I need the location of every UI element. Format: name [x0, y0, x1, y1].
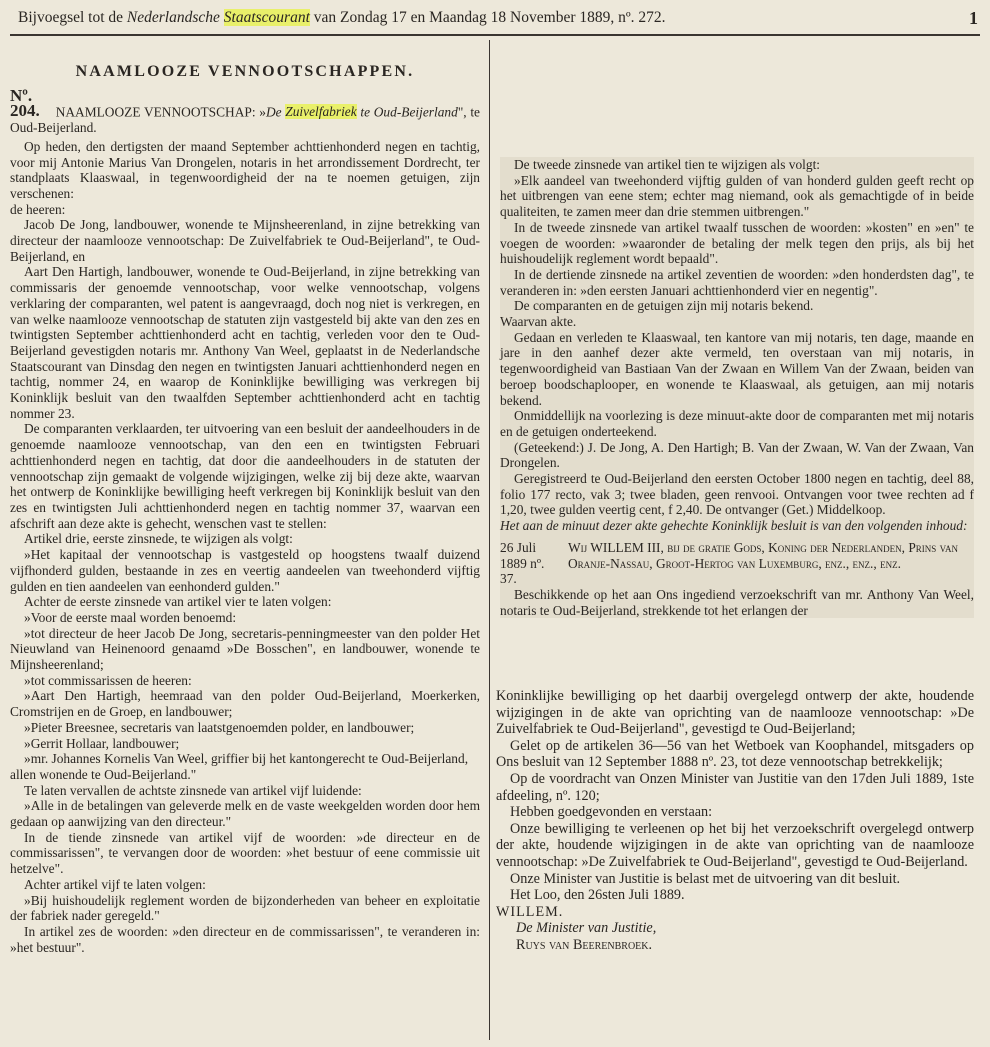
notice-number: Nº. 204. [10, 85, 40, 121]
right-paragraph: »Elk aandeel van tweehonderd vijftig gulden of van honderd gulden geeft recht op het uitbrengen van eene stem; echter mag niemand, ook als gemachtigde of in beide qualiteiten, te zamen meer dan drie stemmen uitbrengen." [500, 172, 974, 220]
right-lower-paragraph: Gelet op de artikelen 36—56 van het Wetboek van Koophandel, mitsgaders op Ons besluit van 12 September 1888 nº. 23, tot deze vennootschap betrekkelijk; [496, 737, 974, 771]
left-paragraph: »Het kapitaal der vennootschap is vastgesteld op hoogstens twaalf duizend vijfhonderd gulden, bestaande in zes en veertig aandeelen van tweehonderd vijftig gulden en tien aandeelen van eenhonderd gulden." [10, 547, 480, 594]
right-paragraph: In de tweede zinsnede van artikel twaalf tusschen de woorden: »kosten" en »en" te voegen de woorden: »waaronder de betaling der melk tegen den prijs, als bij het huishoudelijk reglement wordt bepaald". [500, 219, 974, 267]
right-inset-block [500, 157, 974, 618]
right-paragraph: De tweede zinsnede van artikel tien te wijzigen als volgt: [514, 157, 821, 172]
left-paragraph: »Alle in de betalingen van geleverde melk en de vaste weekgelden worden door hem gedaan op aanwijzing van den directeur." [10, 798, 480, 830]
right-lower-paragraph: Op de voordracht van Onzen Minister van Justitie van den 17den Juli 1889, 1ste afdeeling, nº. 120; [496, 770, 974, 804]
header-paper-name-a: Nederlandsche [126, 9, 220, 26]
page-header [18, 8, 978, 30]
left-paragraph: »tot directeur de heer Jacob De Jong, secretaris-penningmeester van den polder Het Nieuwland van Heinenoord genaamd »De Bosschen", en landbouwer, wonende te Mijnsheerenland; [10, 625, 480, 673]
right-lower-paragraph: Hebben goedgevonden en verstaan: [510, 804, 713, 821]
left-paragraph: Achter artikel vijf te laten volgen: [24, 876, 206, 892]
right-column-lower [496, 688, 974, 954]
left-paragraph: de heeren: [10, 201, 66, 217]
left-paragraph: »Gerrit Hollaar, landbouwer; [24, 735, 180, 751]
right-lower-paragraph: Koninklijke bewilliging op het daarbij overgelegd ontwerp der akte, houdende wijzigingen in de akte van oprichting van de naamlooze vennootschap: »De Zuivelfabriek te Oud-Beijerland", gevestigd te Oud-Beijerland; [496, 688, 974, 738]
right-paragraph: Onmiddellijk na voorlezing is deze minuut-akte door de comparanten met mij notaris en de getuigen onderteekend. [500, 408, 974, 439]
minister-title: De Minister van Justitie, [516, 920, 657, 937]
left-paragraph: In de tiende zinsnede van artikel vijf de woorden: »de directeur en de commissarissen", te vervangen door de woorden: »het bestuur of eene commissie uit hetzelve". [10, 829, 480, 877]
royal-decree-title: Wij WILLEM III, bij de gratie Gods, Koning der Nederlanden, Prins van Oranje-Nassau, Groot-Hertog van Luxemburg, enz., enz., enz. [568, 539, 958, 571]
left-paragraph: allen wonende te Oud-Beijerland." [10, 766, 197, 782]
left-paragraph: »Pieter Breesnee, secretaris van laatstgenoemden polder, en landbouwer; [24, 719, 415, 735]
royal-decree-date: 26 Juli 1889 nº. 37. [500, 539, 545, 587]
left-paragraph: Aart Den Hartigh, landbouwer, wonende te Oud-Beijerland, in zijne betrekking van commissaris der genoemde vennootschap, voor welke vennootschap, volgens verklaring der comparanten, wel patent is aangevraagd, doch nog niet is verkregen, en van welke naamlooze vennootschap de statuten zijn vastgesteld bij akte van den zes en twintigsten September achttienhonderd acht en tachtig, verleden voor den te Oud-Beijerland gevestigden notaris mr. Anthony Van Weel, geplaatst in de Nederlandsche Staatscourant van Dinsdag den negen en twintigsten Januari achttienhonderd negen en tachtig, nommer 24, en waarop de Koninklijke bewilliging was verkregen bij Koninklijk besluit van den twaalfden September achttienhonderd acht en tachtig nommer 23. [10, 264, 480, 421]
left-paragraph: »Aart Den Hartigh, heemraad van den polder Oud-Beijerland, Moerkerken, Cromstrijen en de Groep, en landbouwer; [10, 688, 480, 720]
notice-title-plain: NAAMLOOZE VENNOOTSCHAP: » [55, 104, 266, 120]
notice-title-it-a: De [265, 104, 282, 120]
section-heading: NAAMLOOZE VENNOOTSCHAPPEN. [75, 63, 415, 80]
right-paragraph: In de dertiende zinsnede na artikel zeventien de woorden: »den honderdsten dag", te veranderen in: »den eersten Januari achttienhonderd vier en negentig". [500, 266, 974, 298]
left-paragraph: De comparanten verklaarden, ter uitvoering van een besluit der aandeelhouders in de genoemde naamlooze vennootschap, van den een en twintigsten Februari achttienhonderd negen en tachtig, dat door die aandeelhouders in de statuten der vennootschap zijn gemaakt de volgende wijzigingen, welke zij bij deze akte, waarvan het ontwerp de Koninklijke bewilliging heeft verkregen bij Koninklijk besluit van den zes en twintigsten Juli achttienhonderd negen en tachtig nommer 37, waarvan een afschrift aan deze akte is gehecht, wenschen vast te stellen: [10, 421, 480, 531]
right-paragraph: Waarvan akte. [500, 314, 577, 330]
left-paragraph: Achter de eerste zinsnede van artikel vier te laten volgen: [24, 594, 332, 610]
header-rule [10, 34, 980, 36]
right-paragraph: Beschikkende op het aan Ons ingediend verzoekschrift van mr. Anthony Van Weel, notaris te Oud-Beijerland, strekkende tot het erlangen der [500, 586, 974, 618]
left-column [10, 60, 480, 955]
column-divider [489, 40, 490, 1040]
right-paragraph: De comparanten en de getuigen zijn mij notaris bekend. [514, 298, 814, 314]
page-number: 1 [969, 8, 978, 28]
notice-title-highlight: Zuivelfabriek [285, 104, 357, 120]
royal-decree-header [500, 540, 974, 587]
left-paragraph: »tot commissarissen de heeren: [24, 672, 192, 688]
right-paragraph: (Geteekend:) J. De Jong, A. Den Hartigh; B. Van der Zwaan, W. Van der Zwaan, Van Drongelen. [500, 439, 974, 471]
left-paragraph: »Bij huishoudelijk reglement worden de bijzonderheden van beheer en exploitatie der fabriek nader geregeld." [10, 892, 480, 924]
right-lower-paragraph: Onze Minister van Justitie is belast met de uitvoering van dit besluit. [510, 870, 901, 887]
royal-signature: WILLEM. [496, 903, 564, 920]
left-paragraph: In artikel zes de woorden: »den directeur en de commissarissen", te veranderen in: »het bestuur". [10, 923, 480, 955]
right-paragraph: Gedaan en verleden te Klaaswaal, ten kantore van mij notaris, ten dage, maande en jare in den aanhef dezer akte vermeld, ten overstaan van mij notaris, in tegenwoordigheid van Bastiaan Van der Zwaan en Willem Van der Zwaan, beiden van beroep boodschaplooper, en wonende te Klaaswaal, als getuigen, aan mij notaris bekend. [500, 329, 974, 408]
left-paragraph: »mr. Johannes Kornelis Van Weel, griffier bij het kantongerecht te Oud-Beijerland, [24, 751, 469, 767]
notice-title-tail: ", te Oud-Beijerland. [10, 104, 480, 136]
right-lower-paragraph: Het Loo, den 26sten Juli 1889. [510, 887, 685, 904]
minister-name: Ruys van Beerenbroek. [516, 936, 653, 953]
left-paragraph: Te laten vervallen de achtste zinsnede van artikel vijf luidende: [24, 782, 362, 798]
left-paragraph: Artikel drie, eerste zinsnede, te wijzigen als volgt: [24, 531, 293, 547]
notice-title [10, 85, 480, 136]
header-paper-name-b: Staatscourant [223, 9, 310, 26]
right-paragraph: Het aan de minuut dezer akte gehechte Koninklijk besluit is van den volgenden inhoud: [500, 518, 968, 534]
header-prefix: Bijvoegsel tot de [18, 9, 124, 26]
left-paragraph: Op heden, den dertigsten der maand September achttienhonderd negen en tachtig, voor mij Antonie Marius Van Drongelen, notaris in het arrondissement Dordrecht, ter standplaats Klaaswaal, in tegenwoordigheid der na te noemen getuigen, zijn verschenen: [10, 138, 480, 201]
notice-title-it-b: te Oud-Beijerland [360, 104, 458, 120]
left-paragraph: Jacob De Jong, landbouwer, wonende te Mijnsheerenland, in zijne betrekking van directeur der naamlooze vennootschap: De Zuivelfabriek te Oud-Beijerland", te Oud-Beijerland, en [10, 217, 480, 264]
right-lower-paragraph: Onze bewilliging te verleenen op het bij het verzoekschrift overgelegd ontwerp der akte, houdende wijzigingen in de akte van oprichting van de naamlooze vennootschap: »De Zuivelfabriek te Oud-Beijerland", gevestigd te Oud-Beijerland. [496, 820, 974, 870]
right-paragraph: Geregistreerd te Oud-Beijerland den eersten October 1800 negen en tachtig, deel 88, folio 177 recto, vak 3; twee bladen, geen renvooi. Ontvangen voor twee rechten ad f 1,20, twee gulden veertig cent, f 2,40. De ontvanger (Get.) Middelkoop. [500, 471, 974, 518]
header-date: van Zondag 17 en Maandag 18 November 1889, nº. 272. [313, 9, 666, 26]
left-paragraph: »Voor de eerste maal worden benoemd: [24, 609, 237, 625]
